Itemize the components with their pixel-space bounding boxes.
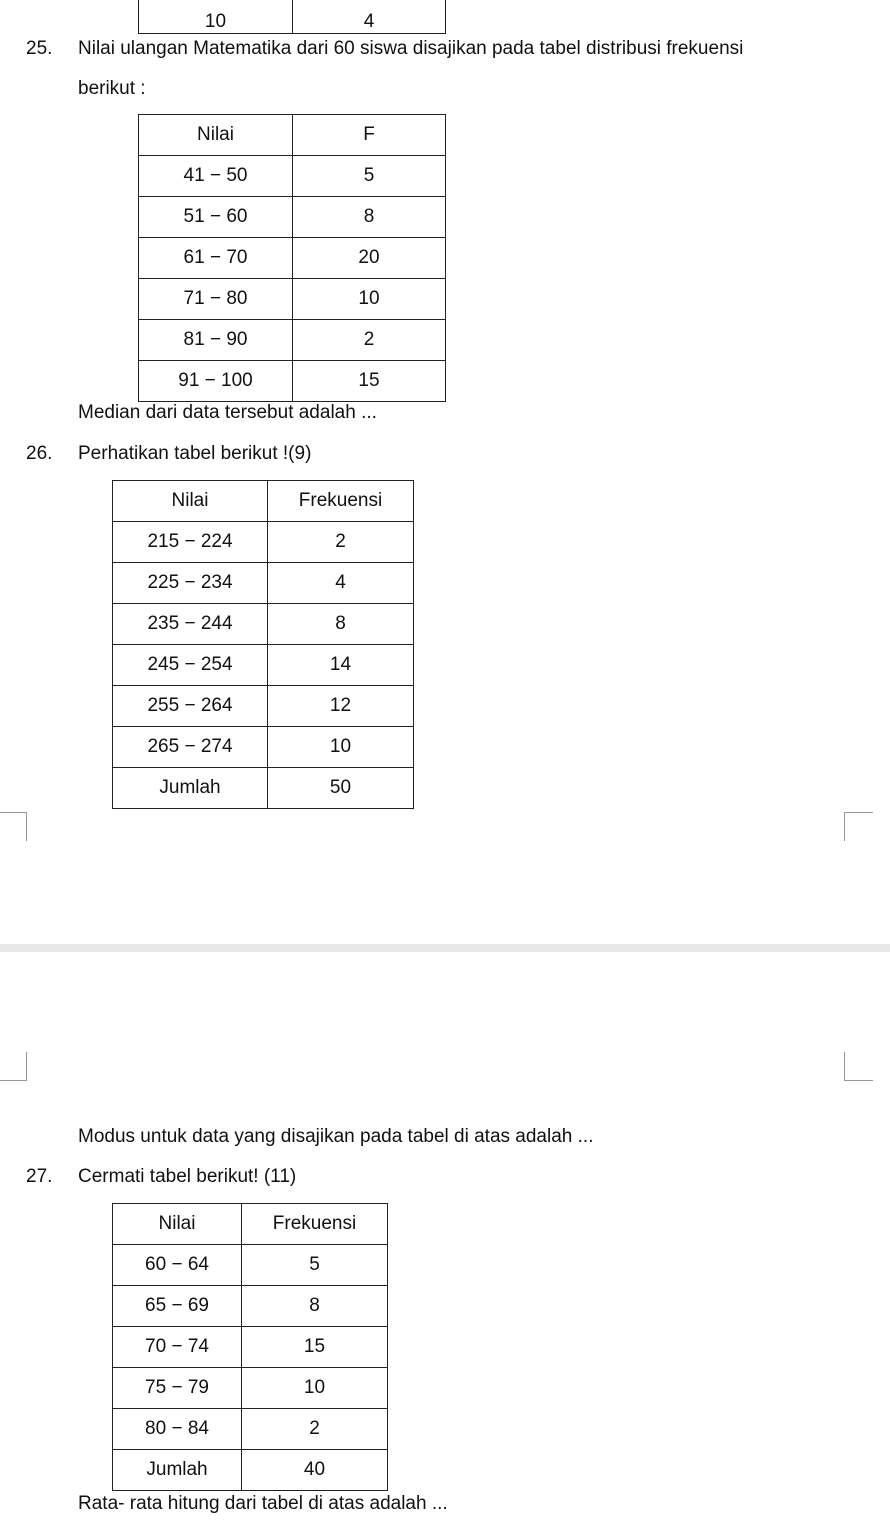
table-cell: 5 (242, 1245, 388, 1286)
table-header: Nilai (139, 115, 293, 156)
question-text: Nilai ulangan Matematika dari 60 siswa disajikan pada tabel distribusi frekuensi (78, 38, 744, 59)
table-cell: 2 (293, 320, 446, 361)
table-header: Frekuensi (268, 481, 414, 522)
frequency-table (138, 114, 446, 402)
question-text: Perhatikan tabel berikut !(9) (78, 443, 312, 464)
table-cell: 5 (293, 156, 446, 197)
table-header: F (293, 115, 446, 156)
table-cell: 4 (293, 0, 446, 34)
table-cell: 70 − 74 (113, 1327, 242, 1368)
table-row (113, 1286, 388, 1327)
table-cell: 10 (293, 279, 446, 320)
table-row (113, 768, 414, 809)
table-row (113, 727, 414, 768)
table-row (113, 1409, 388, 1450)
table-row (113, 522, 414, 563)
table-cell: 8 (293, 197, 446, 238)
question-prompt: Rata- rata hitung dari tabel di atas adalah ... (78, 1493, 448, 1514)
page-corner-mark (844, 1052, 873, 1081)
table-cell: Jumlah (113, 768, 268, 809)
table-cell: 61 − 70 (139, 238, 293, 279)
table-cell: 51 − 60 (139, 197, 293, 238)
table-cell: 50 (268, 768, 414, 809)
table-cell: 41 − 50 (139, 156, 293, 197)
page-corner-mark (844, 812, 873, 841)
table-row (113, 604, 414, 645)
question-number: 27. (26, 1166, 53, 1187)
table-cell: 75 − 79 (113, 1368, 242, 1409)
question-text: Cermati tabel berikut! (11) (78, 1166, 297, 1187)
table-cell: 10 (268, 727, 414, 768)
table-cell: 215 − 224 (113, 522, 268, 563)
table-cell: 20 (293, 238, 446, 279)
table-row (113, 1327, 388, 1368)
question-prompt: Median dari data tersebut adalah ... (78, 402, 377, 423)
table-row (113, 1450, 388, 1491)
question-text-cont: berikut : (78, 78, 146, 99)
question-prompt: Modus untuk data yang disajikan pada tabel di atas adalah ... (78, 1126, 594, 1147)
frequency-table (112, 1203, 388, 1491)
frequency-table (112, 480, 414, 809)
table-cell: 10 (139, 0, 293, 34)
table-cell: 225 − 234 (113, 563, 268, 604)
table-cell: 65 − 69 (113, 1286, 242, 1327)
table-row (139, 197, 446, 238)
top-partial-table (138, 0, 446, 34)
table-row (113, 686, 414, 727)
table-cell: 40 (242, 1450, 388, 1491)
page-corner-mark (0, 812, 27, 841)
question-number: 26. (26, 443, 53, 464)
table-cell: 91 − 100 (139, 361, 293, 402)
table-header: Frekuensi (242, 1204, 388, 1245)
table-cell: 265 − 274 (113, 727, 268, 768)
table-cell: 2 (242, 1409, 388, 1450)
table-row (113, 563, 414, 604)
page-corner-mark (0, 1052, 27, 1081)
table-cell: 245 − 254 (113, 645, 268, 686)
table-cell: 10 (242, 1368, 388, 1409)
table-row (139, 279, 446, 320)
table-cell: 71 − 80 (139, 279, 293, 320)
table-cell: Jumlah (113, 1450, 242, 1491)
table-cell: 81 − 90 (139, 320, 293, 361)
table-cell: 80 − 84 (113, 1409, 242, 1450)
table-cell: 4 (268, 563, 414, 604)
table-cell: 15 (293, 361, 446, 402)
table-cell: 235 − 244 (113, 604, 268, 645)
table-cell: 60 − 64 (113, 1245, 242, 1286)
table-row (139, 320, 446, 361)
page-break-divider (0, 944, 890, 952)
table-cell: 255 − 264 (113, 686, 268, 727)
table-cell: 15 (242, 1327, 388, 1368)
table-cell: 12 (268, 686, 414, 727)
table-cell: 2 (268, 522, 414, 563)
table-header: Nilai (113, 1204, 242, 1245)
table-cell: 14 (268, 645, 414, 686)
table-row (113, 645, 414, 686)
table-row (113, 1368, 388, 1409)
table-header: Nilai (113, 481, 268, 522)
table-row (139, 361, 446, 402)
table-row (113, 1245, 388, 1286)
table-cell: 8 (268, 604, 414, 645)
table-row (139, 156, 446, 197)
table-row (139, 238, 446, 279)
question-number: 25. (26, 38, 53, 59)
table-cell: 8 (242, 1286, 388, 1327)
